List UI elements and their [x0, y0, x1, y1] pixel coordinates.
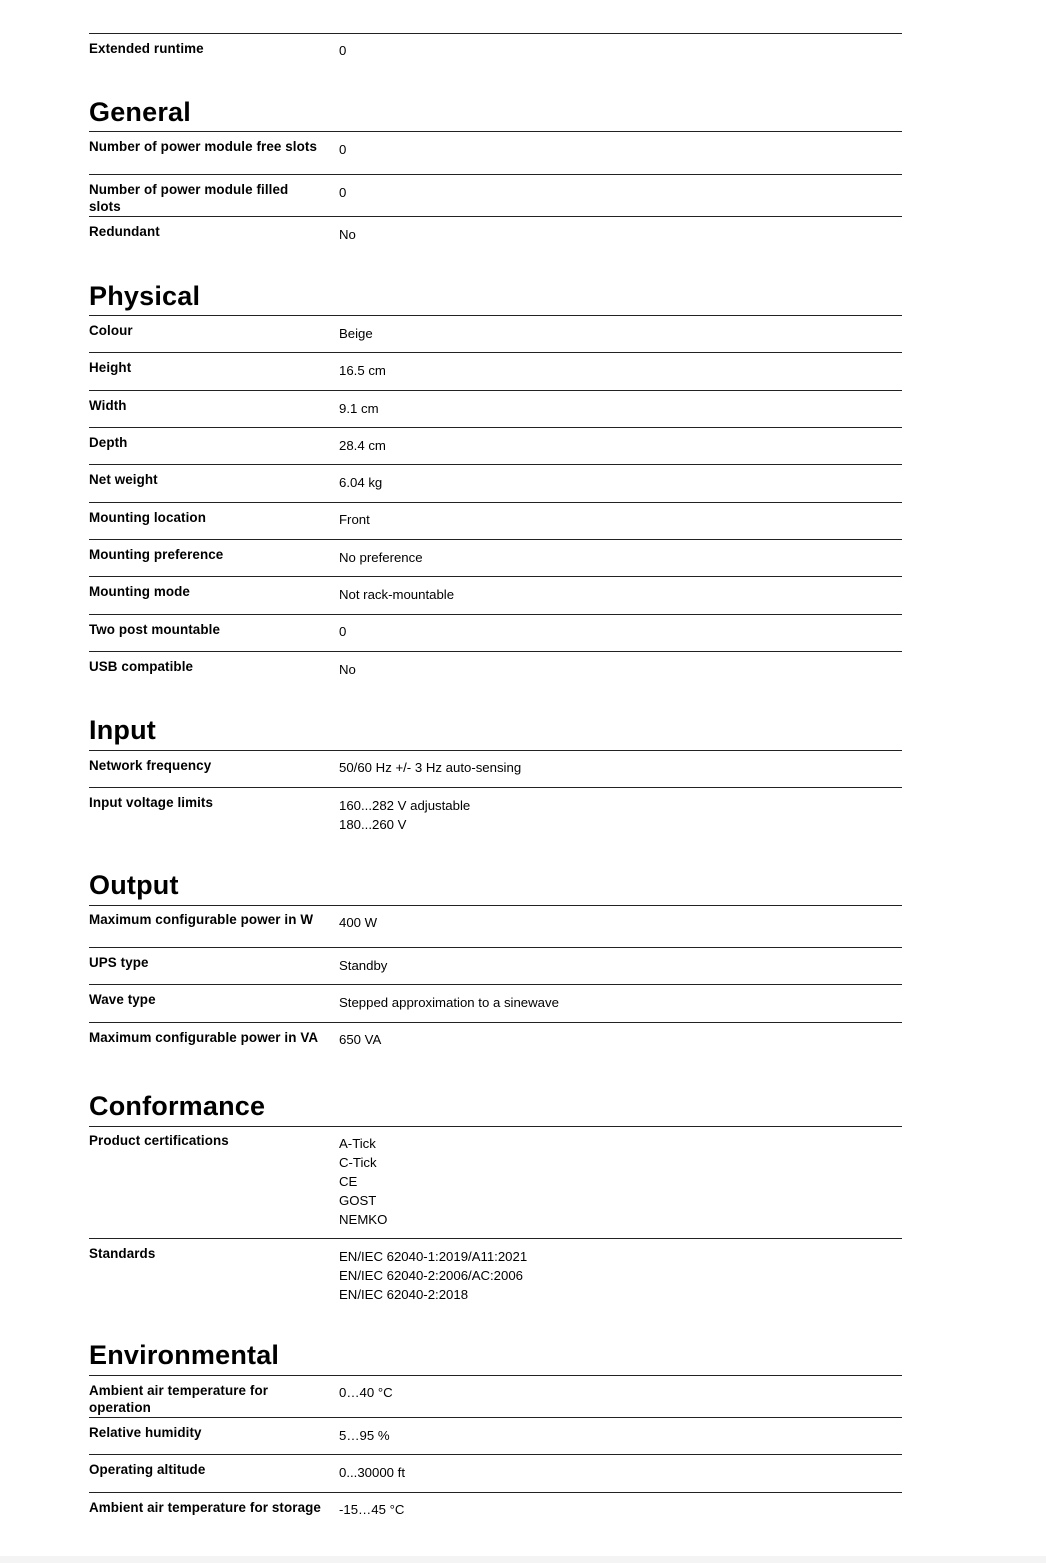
- row-value-multiline: [339, 796, 879, 834]
- divider: [89, 502, 902, 503]
- row-label: Two post mountable: [89, 622, 220, 637]
- divider: [89, 539, 902, 540]
- row-value: 16.5 cm: [339, 363, 386, 378]
- divider: [89, 1417, 902, 1418]
- section-heading-general: General: [89, 97, 191, 127]
- row-label: Standards: [89, 1246, 156, 1261]
- row-value: 6.04 kg: [339, 475, 383, 490]
- row-label: Wave type: [89, 992, 156, 1007]
- value-line: 160...282 V adjustable: [339, 798, 471, 813]
- row-label: USB compatible: [89, 659, 194, 674]
- value-line: EN/IEC 62040-1:2019/A11:2021: [339, 1249, 528, 1264]
- row-value: 0: [339, 142, 347, 157]
- row-label: Mounting mode: [89, 584, 190, 599]
- row-label: Network frequency: [89, 758, 212, 773]
- divider: [89, 1375, 902, 1376]
- divider: [89, 315, 902, 316]
- row-value-multiline: [339, 1134, 879, 1229]
- section-heading-conformance: Conformance: [89, 1091, 266, 1121]
- divider: [89, 1126, 902, 1127]
- section-heading-input: Input: [89, 715, 156, 745]
- row-value: -15…45 °C: [339, 1502, 405, 1517]
- divider: [89, 905, 902, 906]
- row-label: UPS type: [89, 955, 149, 970]
- divider: [89, 984, 902, 985]
- page-bottom-edge: [0, 1556, 1046, 1563]
- divider: [89, 651, 902, 652]
- section-heading-output: Output: [89, 870, 179, 900]
- row-label: Colour: [89, 323, 133, 338]
- row-value: 400 W: [339, 915, 378, 930]
- row-value: 0...30000 ft: [339, 1465, 405, 1480]
- divider: [89, 576, 902, 577]
- divider: [89, 750, 902, 751]
- divider: [89, 1454, 902, 1455]
- value-line: A-Tick: [339, 1136, 376, 1151]
- row-value: 9.1 cm: [339, 401, 379, 416]
- row-label: Number of power module filled slots: [89, 182, 289, 214]
- row-label: Number of power module free slots: [89, 139, 317, 154]
- row-value: Front: [339, 512, 370, 527]
- row-label: Height: [89, 360, 132, 375]
- divider: [89, 33, 902, 34]
- row-label: Ambient air temperature for storage: [89, 1500, 321, 1515]
- divider: [89, 390, 902, 391]
- row-label: Extended runtime: [89, 41, 204, 56]
- value-line: CE: [339, 1174, 358, 1189]
- row-value: 0…40 °C: [339, 1385, 393, 1400]
- row-label: Mounting preference: [89, 547, 224, 562]
- row-value: No preference: [339, 550, 423, 565]
- row-value: 0: [339, 43, 347, 58]
- value-line: 180...260 V: [339, 817, 407, 832]
- value-line: EN/IEC 62040-2:2006/AC:2006: [339, 1268, 524, 1283]
- row-value: 50/60 Hz +/- 3 Hz auto-sensing: [339, 760, 522, 775]
- row-value-multiline: [339, 1247, 879, 1304]
- row-value: No: [339, 662, 356, 677]
- row-value: 0: [339, 624, 347, 639]
- row-value: 650 VA: [339, 1032, 382, 1047]
- divider: [89, 1022, 902, 1023]
- row-label: Depth: [89, 435, 128, 450]
- divider: [89, 947, 902, 948]
- row-value: 0: [339, 185, 347, 200]
- divider: [89, 464, 902, 465]
- row-label: Mounting location: [89, 510, 206, 525]
- row-label: Operating altitude: [89, 1462, 206, 1477]
- value-line: GOST: [339, 1193, 377, 1208]
- divider: [89, 174, 902, 175]
- row-label: Redundant: [89, 224, 160, 239]
- row-value: Stepped approximation to a sinewave: [339, 995, 559, 1010]
- divider: [89, 131, 902, 132]
- divider: [89, 352, 902, 353]
- divider: [89, 216, 902, 217]
- row-value: No: [339, 227, 356, 242]
- value-line: EN/IEC 62040-2:2018: [339, 1287, 469, 1302]
- row-label: Relative humidity: [89, 1425, 202, 1440]
- row-label: Net weight: [89, 472, 158, 487]
- row-value: 28.4 cm: [339, 438, 386, 453]
- row-value: Beige: [339, 326, 373, 341]
- divider: [89, 1492, 902, 1493]
- row-label: Input voltage limits: [89, 795, 214, 810]
- row-label: Width: [89, 398, 127, 413]
- row-value: Not rack-mountable: [339, 587, 455, 602]
- divider: [89, 1238, 902, 1239]
- divider: [89, 787, 902, 788]
- value-line: NEMKO: [339, 1212, 388, 1227]
- row-value: 5…95 %: [339, 1428, 390, 1443]
- value-line: C-Tick: [339, 1155, 377, 1170]
- row-label: Ambient air temperature for operation: [89, 1383, 269, 1415]
- section-heading-physical: Physical: [89, 281, 201, 311]
- row-label: Maximum configurable power in W: [89, 912, 314, 927]
- row-label: Product certifications: [89, 1133, 229, 1148]
- row-value: Standby: [339, 958, 388, 973]
- section-heading-environmental: Environmental: [89, 1340, 280, 1370]
- row-label: Maximum configurable power in VA: [89, 1030, 319, 1045]
- divider: [89, 427, 902, 428]
- divider: [89, 614, 902, 615]
